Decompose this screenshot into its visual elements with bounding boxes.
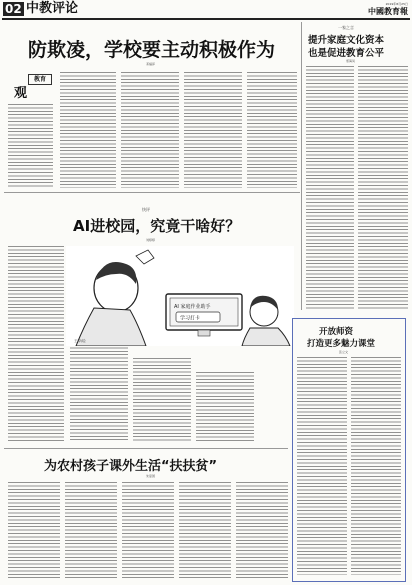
newspaper-logo: 中國教育報 <box>368 6 408 16</box>
main-text-col1 <box>8 104 53 188</box>
boxed-article <box>292 318 406 582</box>
main-text-col3 <box>121 72 179 188</box>
box-text-col1 <box>297 357 347 575</box>
main-text-col4 <box>184 72 242 188</box>
sidebar-text-col1 <box>306 66 354 310</box>
sidebar-headline-line2: 也是促进教育公平 <box>308 48 385 59</box>
poverty-text-col3 <box>122 482 174 580</box>
person-body <box>242 328 290 346</box>
issue-date: 2019年8月25日 <box>385 2 408 6</box>
badge-top: 教育 <box>28 74 52 85</box>
ai-headline: AI进校园，究竟干啥好？ <box>73 217 241 235</box>
box-byline: 张立文 <box>339 350 349 354</box>
poverty-text-col2 <box>65 482 117 580</box>
sidebar-text-col2 <box>358 66 408 310</box>
main-text-col5 <box>247 72 297 188</box>
poverty-text-col1 <box>8 482 60 580</box>
child-body <box>76 308 146 346</box>
page-number: 02 <box>5 2 22 16</box>
ai-text-col2 <box>70 344 128 442</box>
poverty-headline: 为农村孩子课外生活“扶扶贫” <box>44 459 218 474</box>
masthead-rule <box>2 18 410 20</box>
section-separator <box>4 192 300 193</box>
ai-kicker: 快评 <box>142 207 150 212</box>
box-headline-line1: 开放师资 <box>319 327 354 337</box>
main-byline: 邓福泽 <box>146 62 156 66</box>
monitor-stand <box>198 330 210 336</box>
poverty-byline: 朱爱国 <box>146 474 156 478</box>
screen-text: AI 家庭作业助手 <box>174 304 211 310</box>
sidebar-byline: 邢海凤 <box>346 59 356 63</box>
column-badge <box>12 74 52 101</box>
ai-illustration <box>66 246 294 346</box>
ai-text-col4 <box>196 372 254 442</box>
sidebar-headline-line1: 提升家庭文化资本 <box>308 35 385 46</box>
ai-text-col3 <box>133 358 191 442</box>
illustration-svg <box>66 246 294 346</box>
ai-byline: 刘婷婷 <box>146 238 156 242</box>
main-headline: 防欺凌，学校要主动积极作为 <box>28 39 276 61</box>
sidebar-kicker: 一家之言 <box>338 25 354 30</box>
column-divider <box>301 22 302 310</box>
box-headline-line2: 打造更多魅力课堂 <box>307 339 376 349</box>
main-text-col2 <box>60 72 116 188</box>
badge-bottom: 观 <box>14 86 28 101</box>
bubble-text: 学习打卡 <box>180 315 201 322</box>
section-title: 中教评论 <box>26 1 79 16</box>
box-text-col2 <box>351 357 401 575</box>
poverty-text-col5 <box>236 482 288 580</box>
illustration-caption: 王铎/绘 <box>74 339 86 343</box>
ai-text-col1 <box>8 246 64 442</box>
poverty-text-col4 <box>179 482 231 580</box>
paper-plane-icon <box>136 250 154 264</box>
poverty-separator <box>4 448 288 449</box>
